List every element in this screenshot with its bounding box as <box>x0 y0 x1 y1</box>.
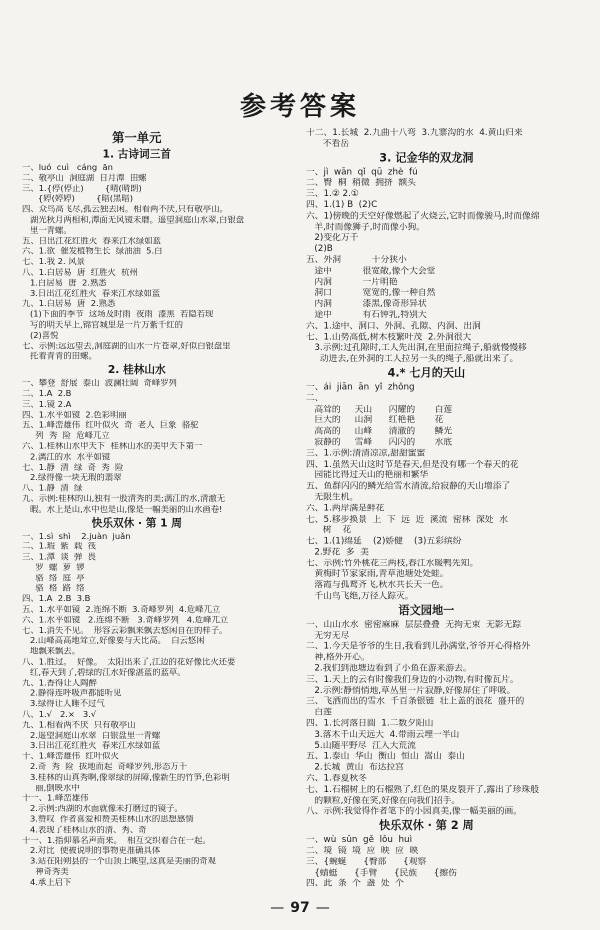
answer-line: 二、1.瑕 紫 载 筏 <box>22 542 97 552</box>
answer-line: 四、1.A 2.B 3.B <box>22 594 91 604</box>
answer-line: 十二、1.长城 2.九曲十八弯 3.九寨沟的水 4.黄山归来 <box>306 128 523 138</box>
answer-line: 2.遥望洞庭山水翠 白银盘里一青螺 <box>22 731 161 741</box>
answer-line: 二、1.A 2.B <box>22 389 72 399</box>
answer-line: 2.奇 秀 险 拔地而起 奇峰罗列,形态万千 <box>22 762 188 772</box>
answer-line: 动进去,在外洞的工人拉另一头的绳子,船就出来了。 <box>306 354 519 364</box>
answer-line: 2.长城 黄山 布达拉宫 <box>306 762 404 773</box>
answer-line: 五、1.峰峦雄伟 红叶似火 奇 老人 巨象 骆驼 <box>22 421 199 431</box>
section-heading: 第一单元 <box>112 130 162 146</box>
answer-line: 二、1.今天是爷爷的生日,我看到儿孙满堂,爷爷开心得格外 <box>306 641 531 652</box>
answer-line: 千山鸟飞绝,万径人踪灭。 <box>306 591 414 602</box>
answer-line: 二、境 镜 境 应 映 应 映 <box>306 846 419 856</box>
answer-line: 十一、1.指仰慕名声而来。 相互交织着合在一起。 <box>22 836 211 846</box>
answer-line: 四、1.(1) B (2)C <box>306 200 378 210</box>
answer-line: 五、日出江花红胜火 春来江水绿如蓝 <box>22 236 161 246</box>
answer-line: 七、1.石榴树上的石榴熟了,红色的果皮裂开了,露出了珍珠般 <box>306 784 539 795</box>
answer-line: 2.示例:静悄悄地,草丛里一片寂静,好像屏住了呼吸。 <box>306 685 516 696</box>
answer-line: 3.日出江花红胜火 春来江水绿如蓝 <box>22 741 161 751</box>
answer-line: 七、1.我 2. 风景 <box>22 257 86 267</box>
answer-line: 六、1.欲 催发植物生长 绿油油 5.白 <box>22 247 163 257</box>
answer-line: 三、1.{停(停止) {晴(晴朗) <box>22 184 142 194</box>
answer-line: 的颗粒,好像在笑,好像在向我们招手。 <box>306 795 461 806</box>
answer-line: 六、1.水平如镜 2.连绵不断 3.奇峰罗列 4.危峰兀立 <box>22 615 229 625</box>
answer-line: 一、luó cuì cáng ān <box>22 163 113 173</box>
answer-line: 3.日出江花红胜火 春来江水绿如蓝 <box>22 289 161 299</box>
lesson-heading: 快乐双休 · 第 1 周 <box>91 517 182 530</box>
answer-line: 五、鱼群闪闪的鳞光给雪水清流,给寂静的天山增添了 <box>306 481 511 492</box>
answer-line: 三、飞洒而出的雪水 千百条银链 壮上盖的浪花 盛开的 <box>306 696 525 707</box>
answer-line: 3.落木千山天远大 4.带雨云埋一半山 <box>306 729 460 740</box>
answer-line: 途中 有石钟乳,特别大 <box>306 310 427 320</box>
answer-line: (2)B <box>306 244 333 254</box>
answer-line: 3.桂林的山真秀啊,像翠绿的屏障,像新生的竹笋,色彩明 <box>22 773 230 783</box>
answer-line: 七、1.(1)绵延 (2)娇健 (3)五彩缤纷 <box>306 536 462 547</box>
answer-line: 暇。水上是山,水中也是山,像是一幅美丽的山水画卷! <box>22 504 223 514</box>
answer-line: 八、1.静 清 绿 <box>22 483 83 493</box>
left-column <box>22 128 252 889</box>
answer-line: 九、1.香得让人陶醉 <box>22 678 97 688</box>
answer-line: 三、1.② 2.① <box>306 189 359 199</box>
page-number: 97 <box>290 900 310 916</box>
answer-line: 一、1.sì shì 2.juàn juǎn <box>22 531 131 541</box>
lesson-heading: 1. 古诗词三首 <box>102 148 172 161</box>
answer-line: 3.站在阳朔县的一个山顶上眺望,这真是美丽的奇观 <box>22 857 217 867</box>
answer-line: 三、{蜿蜒 {臀部 {观察 <box>306 857 427 867</box>
answer-line: 七、5.移步换景 上 下 远 近 溪流 密林 深处 水 <box>306 514 508 525</box>
answer-line: 六、1.两岸满是鲜花 <box>306 503 385 514</box>
answer-line: 一、山山水水 密密麻麻 层层叠叠 无拘无束 无影无踪 <box>306 619 522 630</box>
answer-line: 四、众鸟高飞尽,孤云独去闲。相看两不厌,只有敬亭山。 <box>22 205 228 215</box>
answer-line: 一、ái jiān ān yǐ zhǒng <box>306 382 415 392</box>
answer-line: 4.表现了桂林山水的清、秀、奇 <box>22 825 147 835</box>
answer-line: 九、1.相看两不厌 只有敬亭山 <box>22 720 136 730</box>
footer-dash: — <box>270 900 285 916</box>
answer-line: 2.漓江的水 水平如镜 <box>22 452 111 462</box>
answer-line: 无穷无尽 <box>306 630 350 641</box>
answer-line: (1)下面的季节 这场及时雨 夜雨 漆黑 若隐若现 <box>22 310 214 320</box>
answer-line: 3.示例:过孔隙时,工人先出洞,在里面拉绳子,船就慢慢移 <box>306 343 527 353</box>
answer-line: 红,春天到了,碧绿的江水好像湛蓝的蓝草。 <box>22 668 186 678</box>
answer-line: 四、1.水平如镜 2.色彩明丽 <box>22 410 127 420</box>
answer-line: 高耸的 天山 闪耀的 白莲 <box>306 404 453 414</box>
answer-line: 无限生机。 <box>306 492 359 503</box>
answer-line: 八、1.白居易 唐 红胜火 杭州 <box>22 268 141 278</box>
answer-line: 2.静得连呼吸声都能听见 <box>22 689 122 699</box>
answer-line: 写的明天早上,锦官城里是一片万紫千红的 <box>22 320 183 330</box>
answer-line: 2.野花 多 美 <box>306 547 369 558</box>
answer-line: 5.山随平野尽 江入大荒流 <box>306 740 416 751</box>
answer-line: 高高的 山峰 清澈的 鳞光 <box>306 426 453 436</box>
footer-dash: — <box>315 900 330 916</box>
answer-line: 九、示例:桂林的山,独有一股清秀的美;漓江的水,清澈无 <box>22 494 226 504</box>
answer-line: 2)变化万千 <box>306 233 359 243</box>
answer-line: 洞口 宽宽的,像一种自然 <box>306 288 436 298</box>
lesson-heading: 3. 记金华的双龙洞 <box>379 151 474 165</box>
answer-line: 四、1.虽然天山这时节是春天,但是没有哪一个春天的花 <box>306 459 519 470</box>
answer-line: 4.承上启下 <box>22 878 72 888</box>
answer-line: 骆 络 庭 亭 <box>22 573 85 583</box>
answer-line: (2)喜悦 <box>22 331 59 341</box>
page-title: 参考答案 <box>239 92 360 122</box>
answer-line: 不看岳 <box>306 139 349 149</box>
answer-line: 内洞 漆黑,像奇形异状 <box>306 299 427 309</box>
answer-line: 列 秀 险 危峰兀立 <box>22 431 110 441</box>
answer-line: 六、1)傍晚的天空好像燃起了火烧云,它时而像骏马,时而像绵 <box>306 211 540 221</box>
answer-line: 地飘来飘去。 <box>22 647 81 657</box>
answer-line: 六、1.春夏秋冬 <box>306 773 367 784</box>
answer-line: 四、1.长河落日圆 1.二数夕阳山 <box>306 718 434 729</box>
answer-line: 二、 <box>306 393 324 403</box>
answer-line: 七、1.静 清 绿 奇 秀 险 <box>22 462 124 473</box>
answer-line: 神,格外开心。 <box>306 652 370 663</box>
answer-line: 内洞 一片明艳 <box>306 277 398 287</box>
answer-line: 里一青螺。 <box>22 226 72 236</box>
answer-line: 2.绿得像一块无瑕的翡翠 <box>22 473 122 483</box>
answer-line: 丽,倒映水中 <box>22 783 80 793</box>
answer-line: 一、wù sǔn gě lǒu huì <box>306 835 413 845</box>
answer-line: 2.我们到池塘边看到了小鱼在游来游去。 <box>306 663 472 674</box>
lesson-heading: 快乐双休 · 第 2 周 <box>379 819 474 833</box>
answer-line: 2.对比 使被说明的事物更准确具体 <box>22 846 161 856</box>
answer-line: 七、示例:竹外桃花三两枝,春江水暖鸭先知。 <box>306 558 479 569</box>
answer-line: 三、1.天上的云有时像我们身边的小动物,有时像瓦片。 <box>306 674 519 685</box>
answer-line: 十一、1.峰峦雄伟 <box>22 794 89 804</box>
answer-line: 巨大的 山涧 红艳艳 花 <box>306 415 444 425</box>
answer-line: 三、1.镜 2.A <box>22 400 72 410</box>
answer-line: 托着青青的田螺。 <box>22 352 97 362</box>
answer-line: 二、敬亭山 洞庭湖 日月潭 田螺 <box>22 173 147 183</box>
answer-line: 五、1.水平如镜 2.连绵不断 3.奇峰罗列 4.危峰兀立 <box>22 605 221 615</box>
answer-line: 神奇秀美 <box>22 867 69 877</box>
answer-line: 寂静的 雪峰 闪闪的 水底 <box>306 437 453 447</box>
answer-line: 骆 格 路 络 <box>22 584 85 594</box>
answer-line: 四、此 条 个 盏 处 个 <box>306 879 404 889</box>
answer-line: 湖光秋月两相和,潭面无风镜未磨。遥望洞庭山水翠,白银盘 <box>22 215 245 225</box>
answer-line: 一、jì wān qǐ qū zhè fú <box>306 167 418 177</box>
answer-line: 3.绿得让人睡不过气 <box>22 699 105 709</box>
answer-line: 七、1.山势高低,树木枝繁叶茂 2.外洞很大 <box>306 332 472 342</box>
answer-line: 六、1.桂林山水甲天下 桂林山水的美甲天下第一 <box>22 441 203 452</box>
answer-line: 五、1.泰山 华山 衡山 恒山 嵩山 泰山 <box>306 751 465 762</box>
answer-line: 2.山峰高高地耸立,好像要与天比高。 白云悠闲 <box>22 636 205 646</box>
answer-line: 八、1.胜过。 好像。 太阳出来了,江边的花好像比火还要 <box>22 657 236 667</box>
answer-line: 二、臀 桐 稍微 拥挤 额头 <box>306 178 416 188</box>
answer-line: 1.白居易 唐 2.熟悉 <box>22 278 107 288</box>
right-column <box>306 128 547 890</box>
answer-line: 途中 很宽敞,像个大会堂 <box>306 266 436 276</box>
answer-line: 七、示例:远远望去,洞庭湖的山水一片苍翠,好似白银盘里 <box>22 341 231 351</box>
answer-line: 一、攀登 舒展 泰山 波澜壮阔 奇峰罗列 <box>22 379 177 389</box>
lesson-heading: 4.* 七月的天山 <box>387 367 466 380</box>
answer-line: 九、1.白居易 唐 2.熟悉 <box>22 299 116 309</box>
answer-line: 2.示例:西湖的水面就像未打磨过的镜子。 <box>22 804 183 814</box>
lesson-heading: 语文园地一 <box>398 604 455 618</box>
answer-line: 三、1.示例:清清凉凉,甜甜蜜蜜 <box>306 448 426 458</box>
answer-line: 3.赞叹 作者喜爱和赞美桂林山水的思想感情 <box>22 815 194 825</box>
page-footer <box>0 900 600 916</box>
answer-line: 黄梅时节家家雨,青草池塘处处蛙。 <box>306 569 449 580</box>
answer-line: 树 花 <box>306 525 352 536</box>
answer-line: 落霞与孤鹜齐飞,秋水共长天一色。 <box>306 580 449 591</box>
answer-line: 五、外洞 十分狭小 <box>306 255 407 265</box>
answer-line: {婷(婷婷) {暗(黑暗) <box>22 194 133 204</box>
answer-line: 园能比得过天山的艳丽和繁华 <box>306 470 429 481</box>
lesson-heading: 2. 桂林山水 <box>107 364 166 377</box>
answer-line: 三、1.潭 谈 弹 畏 <box>22 552 97 562</box>
answer-line: 罗 螺 萝 锣 <box>22 563 85 573</box>
answer-line: 六、1.途中、洞口、外洞、孔隙、内洞、出洞 <box>306 321 481 331</box>
answer-line: 八、示例:我觉得作者笔下的小园真美,像一幅美丽的画。 <box>306 806 523 817</box>
answer-line: 白莲 <box>306 707 332 718</box>
answer-line: {蜻蜓 {手臂 {民族 {擦伤 <box>306 868 457 878</box>
answer-line: 羊,时而像狮子,时而像小狗。 <box>306 222 426 232</box>
answer-line: 十、1.峰峦雄伟 红叶似火 <box>22 752 119 762</box>
answer-line: 八、1.√ 2.× 3.√ <box>22 710 97 720</box>
answer-line: 七、1.消失不见。 形容云彩飘来飘去悠闲自在的样子。 <box>22 626 228 636</box>
